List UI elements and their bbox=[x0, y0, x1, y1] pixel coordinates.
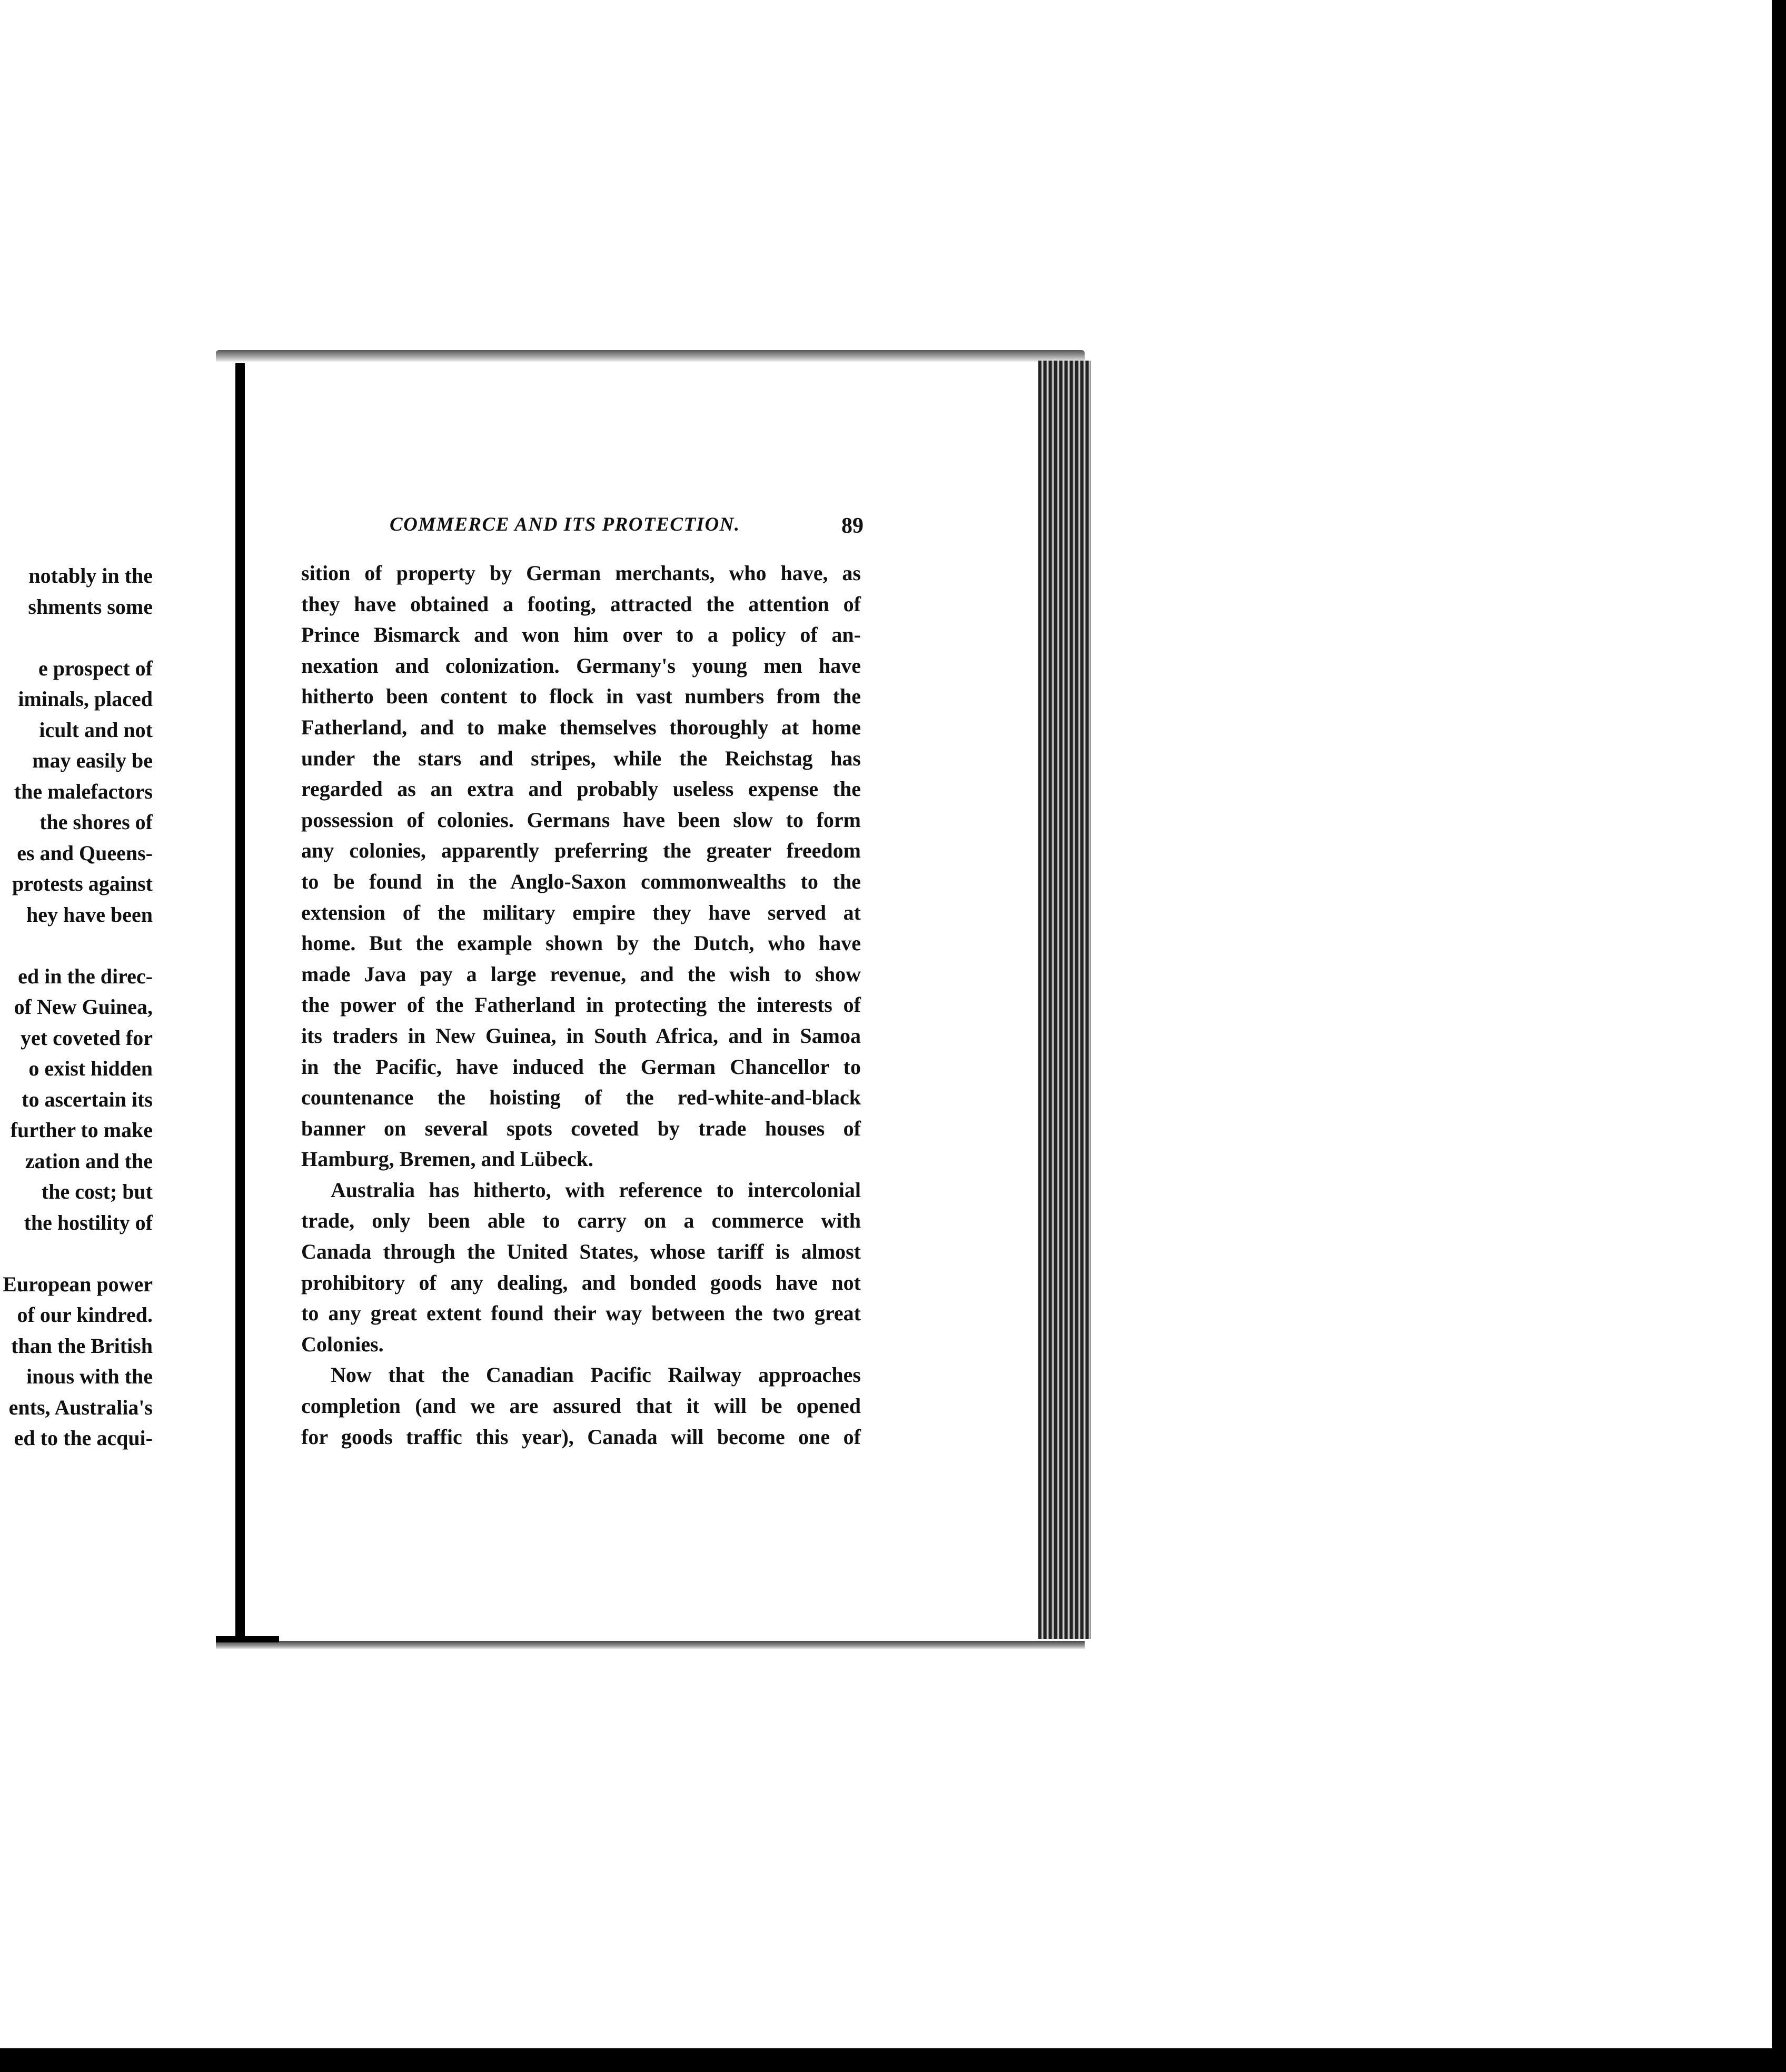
text-line: completion (and we are assured that it will be opened bbox=[301, 1394, 861, 1418]
left-line: the hostility of bbox=[24, 1210, 153, 1234]
text-line: Australia has hitherto, with reference to intercolonial bbox=[331, 1178, 861, 1202]
text-line: made Java pay a large revenue, and the wish to show bbox=[301, 962, 861, 986]
text-line: Prince Bismarck and won him over to a policy of an- bbox=[301, 623, 861, 647]
left-line: the cost; but bbox=[41, 1180, 153, 1203]
left-line: ed to the acqui- bbox=[14, 1426, 153, 1450]
text-line: for goods traffic this year), Canada will become one of bbox=[301, 1424, 861, 1449]
text-line: sition of property by German merchants, who have, as bbox=[301, 561, 861, 585]
left-line bbox=[0, 622, 153, 653]
left-line bbox=[0, 930, 153, 961]
left-line: of our kindred. bbox=[17, 1303, 153, 1327]
running-head bbox=[390, 513, 864, 543]
text-line: Canada through the United States, whose tariff is almost bbox=[301, 1240, 861, 1264]
text-line: to be found in the Anglo-Saxon commonwealths to the bbox=[301, 869, 861, 893]
text-line: Fatherland, and to make themselves thoroughly at home bbox=[301, 715, 861, 739]
left-line: European power bbox=[3, 1272, 153, 1296]
left-line: yet coveted for bbox=[21, 1025, 153, 1050]
left-line: notably in the bbox=[28, 564, 153, 587]
book-gutter bbox=[235, 363, 245, 1642]
text-line: countenance the hoisting of the red-white-and-black bbox=[301, 1085, 861, 1110]
left-line: iminals, placed bbox=[18, 687, 153, 711]
text-line: any colonies, apparently preferring the greater freedom bbox=[301, 839, 861, 863]
text-line: trade, only been able to carry on a commerce with bbox=[301, 1209, 861, 1233]
left-page-text bbox=[0, 561, 153, 1454]
page-number: 89 bbox=[841, 514, 864, 538]
text-line: extension of the military empire they have served at bbox=[301, 900, 861, 924]
text-line: under the stars and stripes, while the Reichstag has bbox=[301, 746, 861, 770]
text-line: prohibitory of any dealing, and bonded goods have not bbox=[301, 1270, 861, 1294]
page-edge-bottom bbox=[216, 1641, 1085, 1649]
left-line: the malefactors bbox=[14, 779, 153, 803]
left-line: hey have been bbox=[26, 902, 153, 927]
left-line: ed in the direc- bbox=[18, 964, 153, 988]
text-line: Colonies. bbox=[301, 1332, 384, 1356]
text-line: in the Pacific, have induced the German Chancellor to bbox=[301, 1054, 861, 1079]
left-line: may easily be bbox=[32, 749, 153, 772]
left-line: e prospect of bbox=[38, 656, 153, 680]
left-line: shments some bbox=[28, 594, 153, 619]
left-line: o exist hidden bbox=[28, 1057, 153, 1080]
left-line: inous with the bbox=[26, 1364, 153, 1388]
running-title: COMMERCE AND ITS PROTECTION. bbox=[390, 514, 740, 535]
text-line: nexation and colonization. Germany's young men have bbox=[301, 653, 861, 678]
text-line: they have obtained a footing, attracted the attention of bbox=[301, 592, 861, 616]
text-line: the power of the Fatherland in protecting the interests of bbox=[301, 993, 861, 1017]
left-line: further to make bbox=[10, 1118, 153, 1142]
left-line: icult and not bbox=[39, 718, 153, 742]
text-line: regarded as an extra and probably useless expense the bbox=[301, 777, 861, 801]
left-page bbox=[0, 363, 216, 2048]
left-line: the shores of bbox=[39, 810, 153, 834]
left-line: zation and the bbox=[25, 1149, 153, 1173]
left-line: to ascertain its bbox=[22, 1087, 153, 1111]
scan-border-bottom bbox=[0, 2048, 1786, 2072]
text-line: Hamburg, Bremen, and Lübeck. bbox=[301, 1147, 593, 1171]
scan-border-right bbox=[1772, 0, 1786, 2072]
text-line: hitherto been content to flock in vast numbers from the bbox=[301, 684, 861, 709]
text-line: banner on several spots coveted by trade houses of bbox=[301, 1116, 861, 1140]
page-fore-edge bbox=[1038, 361, 1091, 1639]
text-line: to any great extent found their way between the two great bbox=[301, 1301, 861, 1326]
text-line: home. But the example shown by the Dutch, who have bbox=[301, 931, 861, 955]
book-gutter-foot bbox=[216, 1636, 279, 1642]
text-line: Now that the Canadian Pacific Railway approaches bbox=[331, 1363, 861, 1387]
left-line: of New Guinea, bbox=[14, 995, 153, 1019]
left-line bbox=[0, 1238, 153, 1269]
text-line: possession of colonies. Germans have been slow to form bbox=[301, 808, 861, 832]
body-text bbox=[301, 558, 861, 1452]
page-edge-top bbox=[216, 350, 1085, 362]
left-line: protests against bbox=[12, 872, 153, 895]
left-line: than the British bbox=[11, 1333, 153, 1358]
left-line: ents, Australia's bbox=[8, 1395, 153, 1419]
left-line: es and Queens- bbox=[17, 841, 153, 865]
text-line: its traders in New Guinea, in South Africa, and in Samoa bbox=[301, 1023, 861, 1048]
